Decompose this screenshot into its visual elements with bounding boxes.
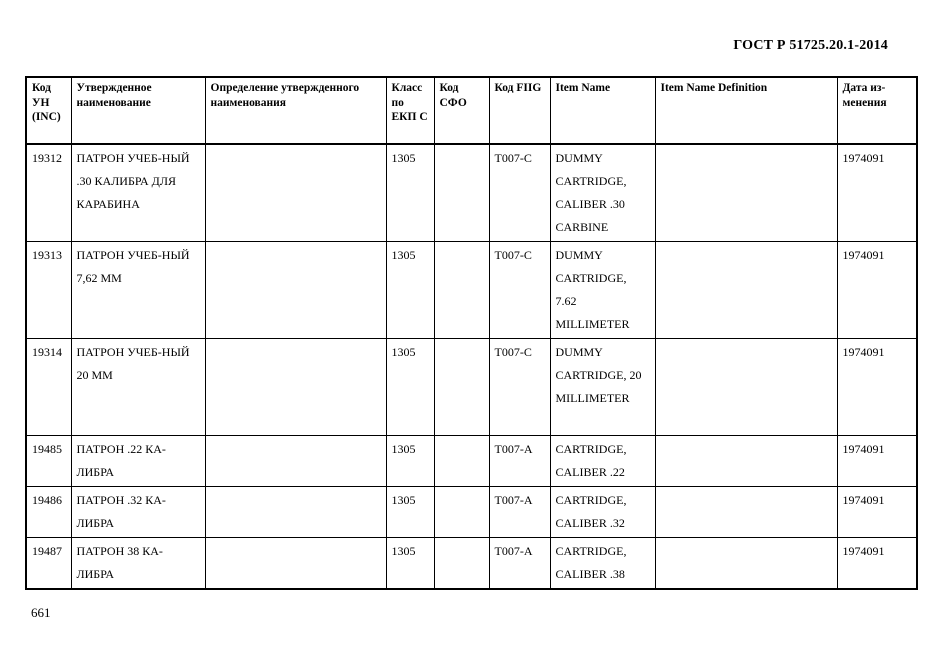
cell-definition: [205, 436, 386, 487]
cell-class: 1305: [386, 436, 434, 487]
cell-definition: [205, 339, 386, 436]
cell-approved-name: ПАТРОН УЧЕБ-НЫЙ 20 ММ: [71, 339, 205, 436]
cell-fiig: T007-A: [489, 538, 550, 590]
cell-approved-name: ПАТРОН УЧЕБ-НЫЙ 7,62 ММ: [71, 242, 205, 339]
cell-item-name: CARTRIDGE, CALIBER .38: [550, 538, 655, 590]
cell-class: 1305: [386, 538, 434, 590]
cell-item-name-definition: [655, 242, 837, 339]
cell-sfo: [434, 144, 489, 242]
header-sfo: Код СФО: [434, 77, 489, 144]
document-standard-number: ГОСТ Р 51725.20.1-2014: [733, 38, 888, 53]
cell-item-name: DUMMY CARTRIDGE, 20 MILLIMETER: [550, 339, 655, 436]
table-row: [26, 242, 917, 339]
header-approved-name: Утвержденное наименование: [71, 77, 205, 144]
cell-definition: [205, 144, 386, 242]
cell-item-name-definition: [655, 436, 837, 487]
cell-date: 1974091: [837, 242, 917, 339]
table-row: [26, 487, 917, 538]
cell-sfo: [434, 436, 489, 487]
header-class: Класс по ЕКП С: [386, 77, 434, 144]
header-item-name-definition: Item Name Definition: [655, 77, 837, 144]
table-row: [26, 538, 917, 590]
header-definition: Определение утвержденного наименования: [205, 77, 386, 144]
cell-item-name-definition: [655, 339, 837, 436]
table-row: [26, 436, 917, 487]
cell-item-name-definition: [655, 144, 837, 242]
header-fiig: Код FIIG: [489, 77, 550, 144]
cell-sfo: [434, 339, 489, 436]
cell-fiig: T007-A: [489, 487, 550, 538]
cell-item-name-definition: [655, 487, 837, 538]
cell-fiig: T007-A: [489, 436, 550, 487]
cell-class: 1305: [386, 242, 434, 339]
cell-approved-name: ПАТРОН 38 КА-ЛИБРА: [71, 538, 205, 590]
cell-item-name-definition: [655, 538, 837, 590]
cell-date: 1974091: [837, 144, 917, 242]
cell-code: 19313: [26, 242, 71, 339]
cell-code: 19314: [26, 339, 71, 436]
cell-code: 19487: [26, 538, 71, 590]
cell-sfo: [434, 242, 489, 339]
table-row: [26, 339, 917, 436]
cell-sfo: [434, 487, 489, 538]
cell-class: 1305: [386, 339, 434, 436]
cell-approved-name: ПАТРОН .32 КА-ЛИБРА: [71, 487, 205, 538]
cell-date: 1974091: [837, 436, 917, 487]
header-item-name: Item Name: [550, 77, 655, 144]
header-date: Дата из-менения: [837, 77, 917, 144]
cell-fiig: T007-C: [489, 144, 550, 242]
cell-code: 19485: [26, 436, 71, 487]
cell-approved-name: ПАТРОН УЧЕБ-НЫЙ .30 КАЛИБРА ДЛЯ КАРАБИНА: [71, 144, 205, 242]
cell-date: 1974091: [837, 487, 917, 538]
table-header-row: [26, 77, 917, 144]
cell-class: 1305: [386, 487, 434, 538]
cell-fiig: T007-C: [489, 339, 550, 436]
table-row: [26, 144, 917, 242]
header-code: Код УН (INC): [26, 77, 71, 144]
cell-item-name: DUMMY CARTRIDGE, 7.62 MILLIMETER: [550, 242, 655, 339]
cell-code: 19486: [26, 487, 71, 538]
page-number: 661: [31, 605, 51, 620]
cell-class: 1305: [386, 144, 434, 242]
cell-date: 1974091: [837, 339, 917, 436]
registry-table: [25, 76, 918, 590]
cell-item-name: CARTRIDGE, CALIBER .22: [550, 436, 655, 487]
cell-sfo: [434, 538, 489, 590]
cell-date: 1974091: [837, 538, 917, 590]
cell-item-name: CARTRIDGE, CALIBER .32: [550, 487, 655, 538]
cell-code: 19312: [26, 144, 71, 242]
cell-definition: [205, 538, 386, 590]
cell-item-name: DUMMY CARTRIDGE, CALIBER .30 CARBINE: [550, 144, 655, 242]
cell-definition: [205, 487, 386, 538]
cell-fiig: T007-C: [489, 242, 550, 339]
cell-approved-name: ПАТРОН .22 КА-ЛИБРА: [71, 436, 205, 487]
cell-definition: [205, 242, 386, 339]
